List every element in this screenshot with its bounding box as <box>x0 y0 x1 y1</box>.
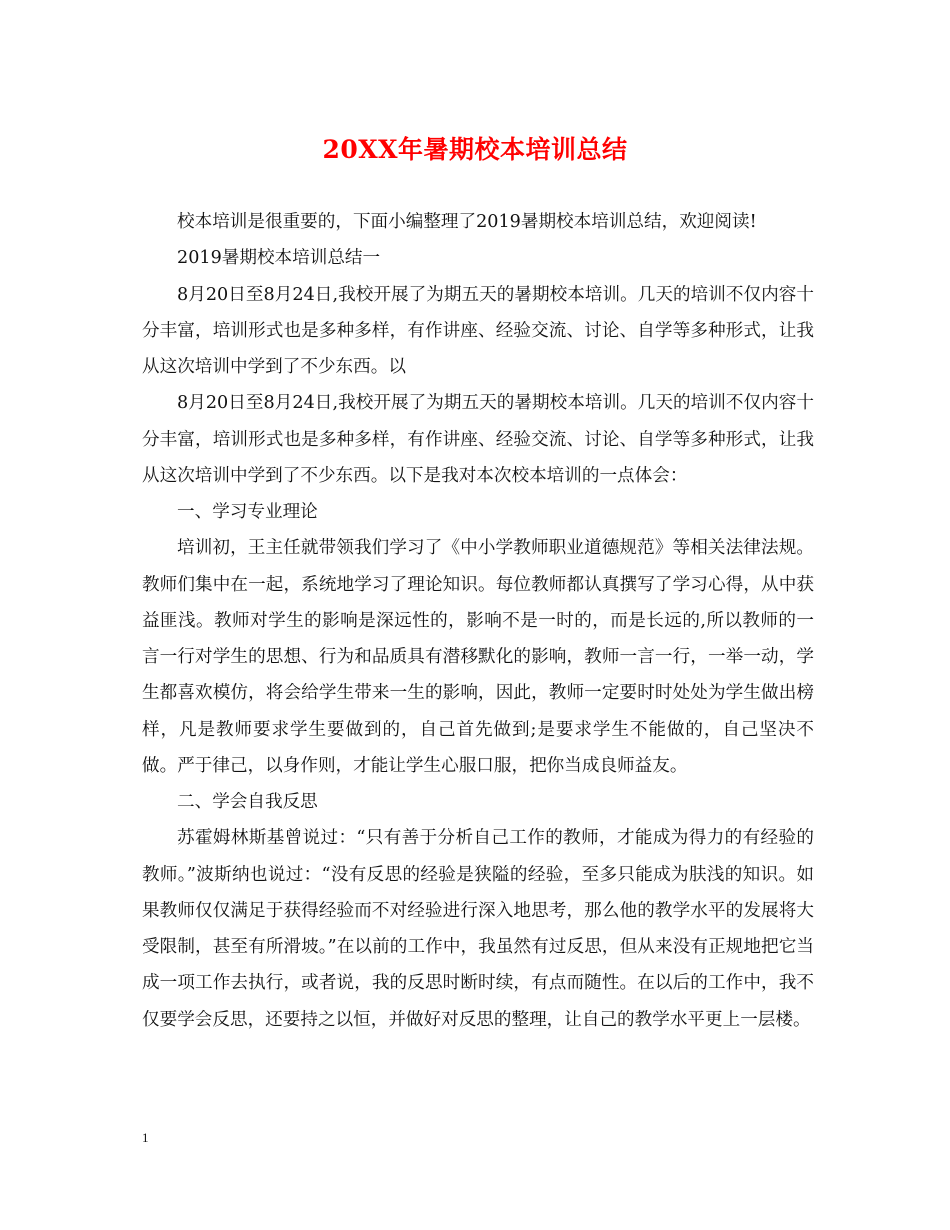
paragraph-training-summary-1: 8月20日至8月24日,我校开展了为期五天的暑期校本培训。几天的培训不仅内容十分丰富，培训形式也是多种多样，有作讲座、经验交流、讨论、自学等多种形式，让我从这次培训中学到了不少东西。以 <box>142 284 814 377</box>
page-number: 1 <box>142 1130 149 1145</box>
heading-self-reflection: 二、学会自我反思 <box>177 792 318 812</box>
paragraph-learn-theory: 培训初，王主任就带领我们学习了《中小学教师职业道德规范》等相关法律法规。教师们集中在一起，系统地学习了理论知识。每位教师都认真撰写了学习心得，从中获益匪浅。教师对学生的影响是深远性的，影响不是一时的，而是长远的,所以教师的一言一行对学生的思想、行为和品质具有潜移默化的影响，教师一言一行，一举一动，学生都喜欢模仿，将会给学生带来一生的影响，因此，教师一定要时时处处为学生做出榜样，凡是教师要求学生要做到的，自己首先做到;是要求学生不能做的，自己坚决不做。严于律己，以身作则，才能让学生心服口服，把你当成良师益友。 <box>142 538 814 776</box>
paragraph-intro: 校本培训是很重要的，下面小编整理了2019暑期校本培训总结，欢迎阅读! <box>177 212 757 232</box>
heading-learn-theory: 一、学习专业理论 <box>177 502 318 522</box>
document-title: 20XX年暑期校本培训总结 <box>322 135 628 164</box>
paragraph-self-reflection: 苏霍姆林斯基曾说过：“只有善于分析自己工作的教师，才能成为得力的有经验的教师。”波斯纳也说过：“没有反思的经验是狭隘的经验，至多只能成为肤浅的知识。如果教师仅仅满足于获得经验而不对经验进行深入地思考，那么他的教学水平的发展将大受限制，甚至有所滑坡。”在以前的工作中，我虽然有过反思，但从来没有正规地把它当成一项工作去执行，或者说，我的反思时断时续，有点而随性。在以后的工作中，我不仅要学会反思，还要持之以恒，并做好对反思的整理，让自己的教学水平更上一层楼。 <box>142 828 814 1030</box>
section-subtitle: 2019暑期校本培训总结一 <box>177 248 381 269</box>
paragraph-training-summary-2: 8月20日至8月24日,我校开展了为期五天的暑期校本培训。几天的培训不仅内容十分丰富，培训形式也是多种多样，有作讲座、经验交流、讨论、自学等多种形式，让我从这次培训中学到了不少东西。以下是我对本次校本培训的一点体会： <box>142 393 814 486</box>
document-body <box>142 204 814 1038</box>
